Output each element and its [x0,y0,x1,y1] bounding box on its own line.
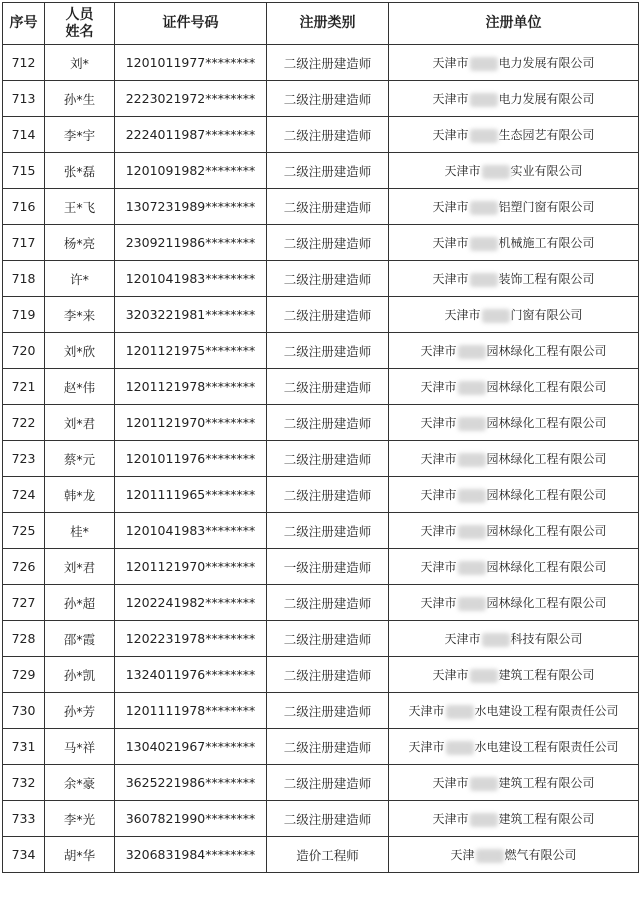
redaction-mark [458,525,486,539]
table-row [3,81,639,117]
table-row [3,261,639,297]
unit-suffix: 园林绿化工程有限公司 [486,380,607,394]
table-row [3,117,639,153]
cell-name: 赵*伟 [45,369,115,405]
redaction-mark [458,381,486,395]
cell-no: 720 [3,333,45,369]
unit-prefix: 天津市 [432,668,469,682]
unit-suffix: 园林绿化工程有限公司 [486,452,607,466]
cell-type: 二级注册建造师 [267,477,389,513]
cell-id: 1202241982******** [115,585,267,621]
cell-no: 727 [3,585,45,621]
cell-name: 孙*芳 [45,693,115,729]
cell-unit [389,657,639,693]
table-row [3,513,639,549]
registration-table-container [2,2,639,873]
unit-suffix: 电力发展有限公司 [498,56,595,70]
unit-prefix: 天津市 [420,488,457,502]
table-row [3,333,639,369]
cell-type: 一级注册建造师 [267,549,389,585]
header-no: 序号 [3,3,45,45]
registration-table [2,2,639,873]
cell-name: 余*豪 [45,765,115,801]
cell-no: 712 [3,45,45,81]
redaction-mark [470,669,498,683]
table-row [3,189,639,225]
cell-id: 1201121978******** [115,369,267,405]
table-row [3,297,639,333]
cell-id: 1324011976******** [115,657,267,693]
unit-prefix: 天津市 [432,200,469,214]
redaction-mark [470,237,498,251]
cell-unit [389,297,639,333]
unit-suffix: 装饰工程有限公司 [498,272,595,286]
unit-suffix: 电力发展有限公司 [498,92,595,106]
table-row [3,693,639,729]
cell-id: 1201121970******** [115,549,267,585]
unit-prefix: 天津市 [432,236,469,250]
cell-no: 713 [3,81,45,117]
cell-type: 二级注册建造师 [267,333,389,369]
cell-no: 714 [3,117,45,153]
redaction-mark [482,309,510,323]
cell-name: 许* [45,261,115,297]
unit-suffix: 园林绿化工程有限公司 [486,524,607,538]
unit-suffix: 铝塑门窗有限公司 [498,200,595,214]
unit-suffix: 园林绿化工程有限公司 [486,488,607,502]
cell-no: 732 [3,765,45,801]
cell-name: 韩*龙 [45,477,115,513]
unit-suffix: 园林绿化工程有限公司 [486,596,607,610]
table-row [3,549,639,585]
table-row [3,405,639,441]
header-unit: 注册单位 [389,3,639,45]
cell-no: 718 [3,261,45,297]
unit-prefix: 天津市 [420,596,457,610]
redaction-mark [470,813,498,827]
cell-unit [389,765,639,801]
unit-prefix: 天津市 [432,812,469,826]
unit-suffix: 机械施工有限公司 [498,236,595,250]
unit-prefix: 天津市 [420,524,457,538]
cell-name: 桂* [45,513,115,549]
cell-no: 728 [3,621,45,657]
cell-type: 二级注册建造师 [267,765,389,801]
redaction-mark [458,345,486,359]
cell-unit [389,441,639,477]
cell-no: 723 [3,441,45,477]
redaction-mark [470,93,498,107]
unit-prefix: 天津市 [420,416,457,430]
header-name-line1: 人员 [65,6,94,23]
cell-unit [389,621,639,657]
cell-unit [389,45,639,81]
unit-suffix: 燃气有限公司 [504,848,577,862]
cell-type: 二级注册建造师 [267,81,389,117]
cell-type: 二级注册建造师 [267,657,389,693]
cell-type: 二级注册建造师 [267,801,389,837]
cell-id: 1307231989******** [115,189,267,225]
cell-unit [389,405,639,441]
cell-type: 二级注册建造师 [267,153,389,189]
cell-unit [389,477,639,513]
cell-name: 刘* [45,45,115,81]
cell-id: 1201011977******** [115,45,267,81]
cell-type: 二级注册建造师 [267,729,389,765]
redaction-mark [482,165,510,179]
cell-name: 马*祥 [45,729,115,765]
unit-prefix: 天津市 [444,308,481,322]
unit-prefix: 天津市 [420,344,457,358]
cell-id: 1201041983******** [115,261,267,297]
unit-suffix: 水电建设工程有限责任公司 [474,740,619,754]
unit-prefix: 天津市 [420,380,457,394]
table-row [3,153,639,189]
header-name [45,3,115,45]
cell-type: 二级注册建造师 [267,405,389,441]
cell-name: 胡*华 [45,837,115,873]
unit-prefix: 天津 [450,848,475,862]
cell-type: 二级注册建造师 [267,261,389,297]
cell-unit [389,117,639,153]
unit-suffix: 科技有限公司 [510,632,583,646]
cell-no: 724 [3,477,45,513]
unit-prefix: 天津市 [444,632,481,646]
redaction-mark [470,129,498,143]
redaction-mark [458,489,486,503]
cell-name: 李*来 [45,297,115,333]
table-row [3,477,639,513]
cell-id: 2223021972******** [115,81,267,117]
cell-type: 造价工程师 [267,837,389,873]
unit-suffix: 水电建设工程有限责任公司 [474,704,619,718]
table-row [3,441,639,477]
cell-unit [389,693,639,729]
cell-type: 二级注册建造师 [267,297,389,333]
cell-no: 726 [3,549,45,585]
redaction-mark [458,561,486,575]
cell-unit [389,549,639,585]
cell-id: 1304021967******** [115,729,267,765]
redaction-mark [476,849,504,863]
cell-name: 蔡*元 [45,441,115,477]
cell-id: 3607821990******** [115,801,267,837]
table-row [3,837,639,873]
cell-no: 731 [3,729,45,765]
cell-id: 3625221986******** [115,765,267,801]
cell-unit [389,801,639,837]
redaction-mark [470,57,498,71]
cell-id: 1201121970******** [115,405,267,441]
redaction-mark [458,597,486,611]
cell-no: 715 [3,153,45,189]
unit-prefix: 天津市 [432,128,469,142]
table-row [3,225,639,261]
cell-name: 李*光 [45,801,115,837]
cell-name: 刘*君 [45,405,115,441]
redaction-mark [458,453,486,467]
cell-no: 729 [3,657,45,693]
cell-type: 二级注册建造师 [267,693,389,729]
cell-unit [389,225,639,261]
cell-unit [389,261,639,297]
unit-prefix: 天津市 [408,740,445,754]
cell-type: 二级注册建造师 [267,585,389,621]
cell-unit [389,729,639,765]
table-row [3,621,639,657]
unit-prefix: 天津市 [432,92,469,106]
cell-type: 二级注册建造师 [267,225,389,261]
cell-type: 二级注册建造师 [267,513,389,549]
redaction-mark [470,777,498,791]
cell-id: 3203221981******** [115,297,267,333]
cell-id: 3206831984******** [115,837,267,873]
table-row [3,729,639,765]
cell-name: 邵*霞 [45,621,115,657]
unit-prefix: 天津市 [420,560,457,574]
cell-id: 1201111978******** [115,693,267,729]
cell-unit [389,837,639,873]
redaction-mark [458,417,486,431]
unit-prefix: 天津市 [432,776,469,790]
redaction-mark [470,273,498,287]
cell-type: 二级注册建造师 [267,369,389,405]
unit-suffix: 实业有限公司 [510,164,583,178]
table-row [3,657,639,693]
table-body [3,45,639,873]
cell-unit [389,585,639,621]
cell-no: 721 [3,369,45,405]
cell-name: 刘*君 [45,549,115,585]
redaction-mark [470,201,498,215]
table-header-row [3,3,639,45]
cell-unit [389,189,639,225]
cell-unit [389,369,639,405]
cell-no: 722 [3,405,45,441]
cell-type: 二级注册建造师 [267,117,389,153]
cell-type: 二级注册建造师 [267,621,389,657]
cell-no: 734 [3,837,45,873]
unit-prefix: 天津市 [408,704,445,718]
cell-type: 二级注册建造师 [267,441,389,477]
cell-id: 1201111965******** [115,477,267,513]
redaction-mark [482,633,510,647]
cell-type: 二级注册建造师 [267,45,389,81]
cell-name: 孙*凯 [45,657,115,693]
table-row [3,45,639,81]
header-name-line2: 姓名 [65,23,94,40]
cell-no: 725 [3,513,45,549]
unit-prefix: 天津市 [432,56,469,70]
redaction-mark [446,741,474,755]
cell-name: 孙*生 [45,81,115,117]
redaction-mark [446,705,474,719]
cell-id: 2224011987******** [115,117,267,153]
cell-no: 733 [3,801,45,837]
cell-unit [389,81,639,117]
header-type: 注册类别 [267,3,389,45]
unit-suffix: 园林绿化工程有限公司 [486,416,607,430]
cell-unit [389,333,639,369]
cell-no: 716 [3,189,45,225]
cell-id: 1201121975******** [115,333,267,369]
table-row [3,801,639,837]
table-row [3,585,639,621]
unit-prefix: 天津市 [420,452,457,466]
cell-unit [389,153,639,189]
unit-suffix: 生态园艺有限公司 [498,128,595,142]
cell-id: 1201011976******** [115,441,267,477]
cell-id: 2309211986******** [115,225,267,261]
cell-id: 1201091982******** [115,153,267,189]
table-row [3,369,639,405]
cell-type: 二级注册建造师 [267,189,389,225]
unit-suffix: 门窗有限公司 [510,308,583,322]
unit-suffix: 建筑工程有限公司 [498,812,595,826]
cell-name: 李*宇 [45,117,115,153]
cell-id: 1201041983******** [115,513,267,549]
cell-name: 张*磊 [45,153,115,189]
cell-unit [389,513,639,549]
cell-name: 孙*超 [45,585,115,621]
cell-name: 王*飞 [45,189,115,225]
header-id: 证件号码 [115,3,267,45]
unit-prefix: 天津市 [432,272,469,286]
unit-suffix: 建筑工程有限公司 [498,776,595,790]
cell-no: 730 [3,693,45,729]
unit-suffix: 园林绿化工程有限公司 [486,560,607,574]
cell-no: 719 [3,297,45,333]
cell-name: 杨*亮 [45,225,115,261]
table-row [3,765,639,801]
cell-no: 717 [3,225,45,261]
cell-id: 1202231978******** [115,621,267,657]
unit-suffix: 园林绿化工程有限公司 [486,344,607,358]
unit-suffix: 建筑工程有限公司 [498,668,595,682]
cell-name: 刘*欣 [45,333,115,369]
unit-prefix: 天津市 [444,164,481,178]
